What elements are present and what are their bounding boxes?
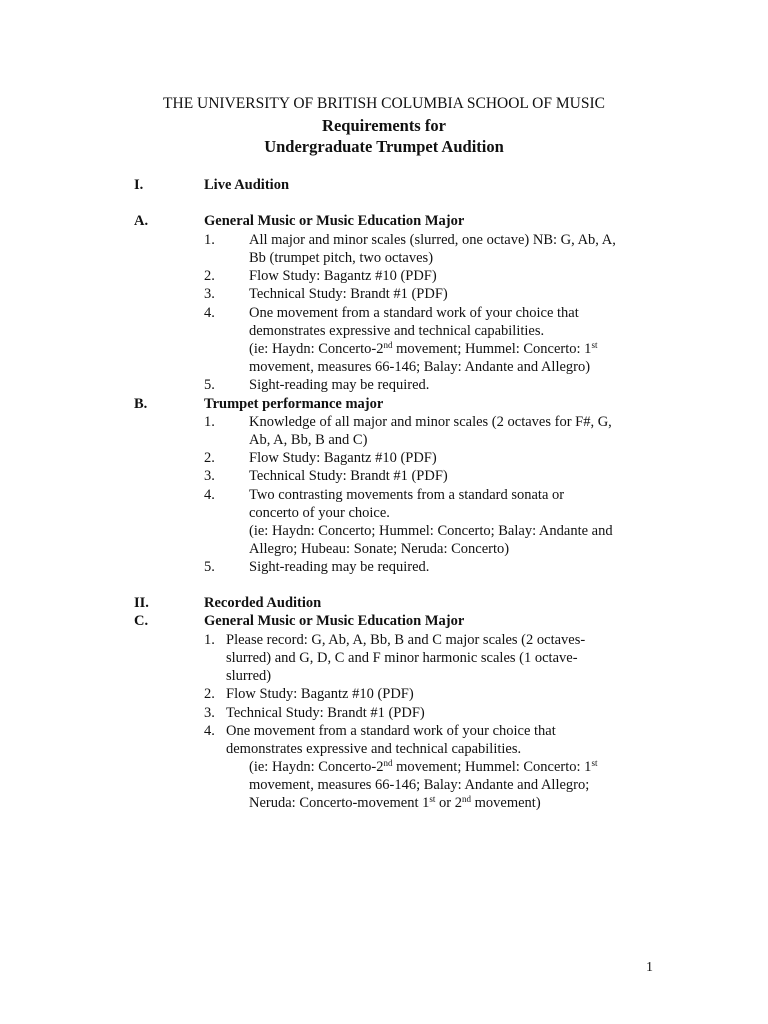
item-text: Bb (trumpet pitch, two octaves) — [249, 250, 434, 266]
item-number: 3. — [204, 705, 215, 721]
section-title: Live Audition — [204, 177, 290, 193]
item-text: demonstrates expressive and technical capabilities. — [226, 741, 522, 757]
item-text: Flow Study: Bagantz #10 (PDF) — [226, 686, 414, 702]
item-text: One movement from a standard work of your choice that — [226, 723, 556, 739]
item-text: Sight-reading may be required. — [249, 377, 430, 393]
section-title: Recorded Audition — [204, 595, 322, 611]
item-number: 2. — [204, 686, 215, 702]
item-text: Technical Study: Brandt #1 (PDF) — [249, 468, 448, 484]
part-title: General Music or Music Education Major — [204, 213, 465, 229]
item-text: All major and minor scales (slurred, one octave) NB: G, Ab, A, — [249, 232, 616, 248]
institution-heading: THE UNIVERSITY OF BRITISH COLUMBIA SCHOOL OF MUSIC — [163, 95, 605, 112]
text-run: Neruda: Concerto-movement 1 — [249, 795, 430, 811]
item-number: 3. — [204, 468, 215, 484]
item-text: slurred) and G, D, C and F minor harmonic scales (1 octave- — [226, 650, 578, 666]
page-number: 1 — [646, 960, 653, 975]
part-title: Trumpet performance major — [204, 396, 384, 412]
item-number: 4. — [204, 723, 215, 739]
item-example — [249, 794, 541, 812]
item-text: Ab, A, Bb, B and C) — [249, 432, 368, 448]
superscript: nd — [383, 340, 393, 350]
item-number: 4. — [204, 487, 215, 503]
item-number: 1. — [204, 232, 215, 248]
item-number: 5. — [204, 559, 215, 575]
item-text: demonstrates expressive and technical capabilities. — [249, 323, 545, 339]
part-letter: B. — [134, 396, 148, 412]
superscript: nd — [462, 794, 471, 804]
item-number: 3. — [204, 286, 215, 302]
text-run: (ie: Haydn: Concerto-2 — [249, 341, 384, 357]
item-text: Please record: G, Ab, A, Bb, B and C major scales (2 octaves- — [226, 632, 586, 648]
part-title: General Music or Music Education Major — [204, 613, 465, 629]
superscript: st — [591, 340, 598, 350]
item-text: Flow Study: Bagantz #10 (PDF) — [249, 268, 437, 284]
item-number: 1. — [204, 632, 215, 648]
superscript: nd — [383, 758, 393, 768]
text-run: movement) — [471, 795, 541, 811]
item-text: Flow Study: Bagantz #10 (PDF) — [249, 450, 437, 466]
item-number: 5. — [204, 377, 215, 393]
audition-title: Undergraduate Trumpet Audition — [264, 137, 504, 156]
item-text: concerto of your choice. — [249, 505, 390, 521]
text-run: movement; Hummel: Concerto: 1 — [392, 341, 592, 357]
text-run: or 2 — [435, 795, 462, 811]
part-letter: A. — [134, 213, 149, 229]
item-example: Allegro; Hubeau: Sonate; Neruda: Concerto) — [249, 541, 510, 557]
item-example: (ie: Haydn: Concerto; Hummel: Concerto; Balay: Andante and — [249, 523, 613, 539]
requirements-heading: Requirements for — [322, 116, 446, 135]
item-number: 2. — [204, 268, 215, 284]
item-text: One movement from a standard work of your choice that — [249, 305, 579, 321]
item-text: Technical Study: Brandt #1 (PDF) — [249, 286, 448, 302]
item-example — [249, 340, 597, 358]
section-numeral: II. — [134, 595, 149, 611]
item-example — [249, 758, 597, 776]
item-text: movement, measures 66-146; Balay: Andante and Allegro) — [249, 359, 591, 375]
part-letter: C. — [134, 613, 149, 629]
text-run: (ie: Haydn: Concerto-2 — [249, 759, 384, 775]
section-numeral: I. — [134, 177, 144, 193]
superscript: st — [591, 758, 598, 768]
item-number: 1. — [204, 414, 215, 430]
item-number: 2. — [204, 450, 215, 466]
item-text: Two contrasting movements from a standard sonata or — [249, 487, 565, 503]
item-number: 4. — [204, 305, 215, 321]
item-text: movement, measures 66-146; Balay: Andante and Allegro; — [249, 777, 590, 793]
item-text: slurred) — [226, 668, 272, 684]
text-run: movement; Hummel: Concerto: 1 — [392, 759, 592, 775]
item-text: Technical Study: Brandt #1 (PDF) — [226, 705, 425, 721]
item-text: Sight-reading may be required. — [249, 559, 430, 575]
item-text: Knowledge of all major and minor scales (2 octaves for F#, G, — [249, 414, 612, 430]
superscript: st — [429, 794, 436, 804]
